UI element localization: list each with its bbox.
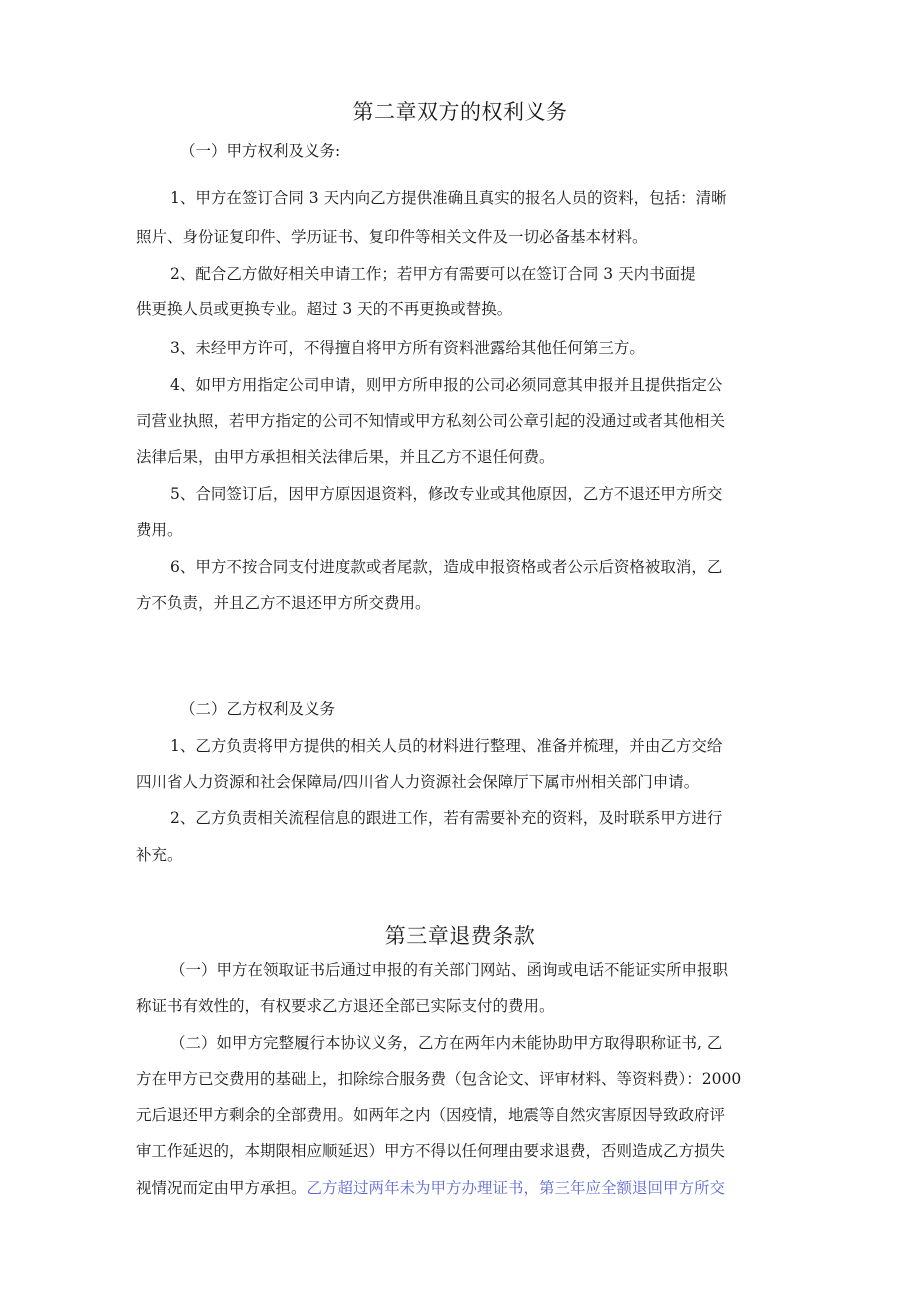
refund-line-4: 方在甲方已交费用的基础上，扣除综合服务费（包含论文、评审材料、等资料费）：2000 bbox=[136, 1070, 742, 1088]
chapter-2-title: 第二章双方的权利义务 bbox=[352, 100, 568, 124]
party-a-line-6: 4、如甲方用指定公司申请，则甲方所申报的公司必须同意其申报并且提供指定公 bbox=[170, 376, 723, 394]
party-a-line-7: 司营业执照，若甲方指定的公司不知情或甲方私刻公司公章引起的没通过或者其他相关 bbox=[136, 412, 726, 430]
refund-line-7 bbox=[136, 1178, 725, 1198]
chapter-3-title: 第三章退费条款 bbox=[384, 924, 536, 948]
party-a-line-3: 2、配合乙方做好相关申请工作；若甲方有需要可以在签订合同 3 天内书面提 bbox=[170, 265, 696, 283]
party-b-rights-header: （二）乙方权利及义务 bbox=[180, 700, 336, 718]
party-a-line-4: 供更换人员或更换专业。超过 3 天的不再更换或替换。 bbox=[136, 300, 513, 318]
party-b-line-4: 补充。 bbox=[136, 846, 183, 864]
refund-line-6: 审工作延迟的，本期限相应顺延迟）甲方不得以任何理由要求退费，否则造成乙方损失 bbox=[136, 1142, 726, 1160]
party-a-line-9: 5、合同签订后，因甲方原因退资料，修改专业或其他原因，乙方不退还甲方所交 bbox=[170, 485, 723, 503]
highlighted-clause: 乙方超过两年未为甲方办理证书，第三年应全额退回甲方所交 bbox=[306, 1179, 726, 1197]
party-a-line-2: 照片、身份证复印件、学历证书、复印件等相关文件及一切必备基本材料。 bbox=[136, 228, 648, 246]
refund-line-3: （二）如甲方完整履行本协议义务，乙方在两年内未能协助甲方取得职称证书, 乙 bbox=[170, 1034, 723, 1052]
party-a-line-11: 6、甲方不按合同支付进度款或者尾款，造成申报资格或者公示后资格被取消，乙 bbox=[170, 558, 723, 576]
party-a-line-5: 3、未经甲方许可，不得擅自将甲方所有资料泄露给其他任何第三方。 bbox=[170, 339, 645, 357]
party-b-line-1: 1、乙方负责将甲方提供的相关人员的材料进行整理、准备并梳理，并由乙方交给 bbox=[170, 737, 723, 755]
refund-line-5: 元后退还甲方剩余的全部费用。如两年之内（因疫情，地震等自然灾害原因导致政府评 bbox=[136, 1106, 726, 1124]
refund-line-2: 称证书有效性的，有权要求乙方退还全部已实际支付的费用。 bbox=[136, 997, 555, 1015]
party-a-line-12: 方不负责，并且乙方不退还甲方所交费用。 bbox=[136, 594, 431, 612]
party-a-line-1: 1、甲方在签订合同 3 天内向乙方提供准确且真实的报名人员的资料，包括：清晰 bbox=[170, 189, 727, 207]
party-b-line-2: 四川省人力资源和社会保障局/四川省人力资源社会保障厅下属市州相关部门申请。 bbox=[136, 773, 700, 791]
refund-line-1: （一）甲方在领取证书后通过申报的有关部门网站、函询或电话不能证实所申报职 bbox=[170, 961, 729, 979]
refund-line-7-text: 视情况而定由甲方承担。 bbox=[136, 1179, 307, 1197]
party-a-rights-header: （一）甲方权利及义务: bbox=[180, 142, 341, 160]
party-b-line-3: 2、乙方负责相关流程信息的跟进工作，若有需要补充的资料，及时联系甲方进行 bbox=[170, 809, 723, 827]
party-a-line-10: 费用。 bbox=[136, 521, 183, 539]
party-a-line-8: 法律后果，由甲方承担相关法律后果，并且乙方不退任何费。 bbox=[136, 448, 555, 466]
